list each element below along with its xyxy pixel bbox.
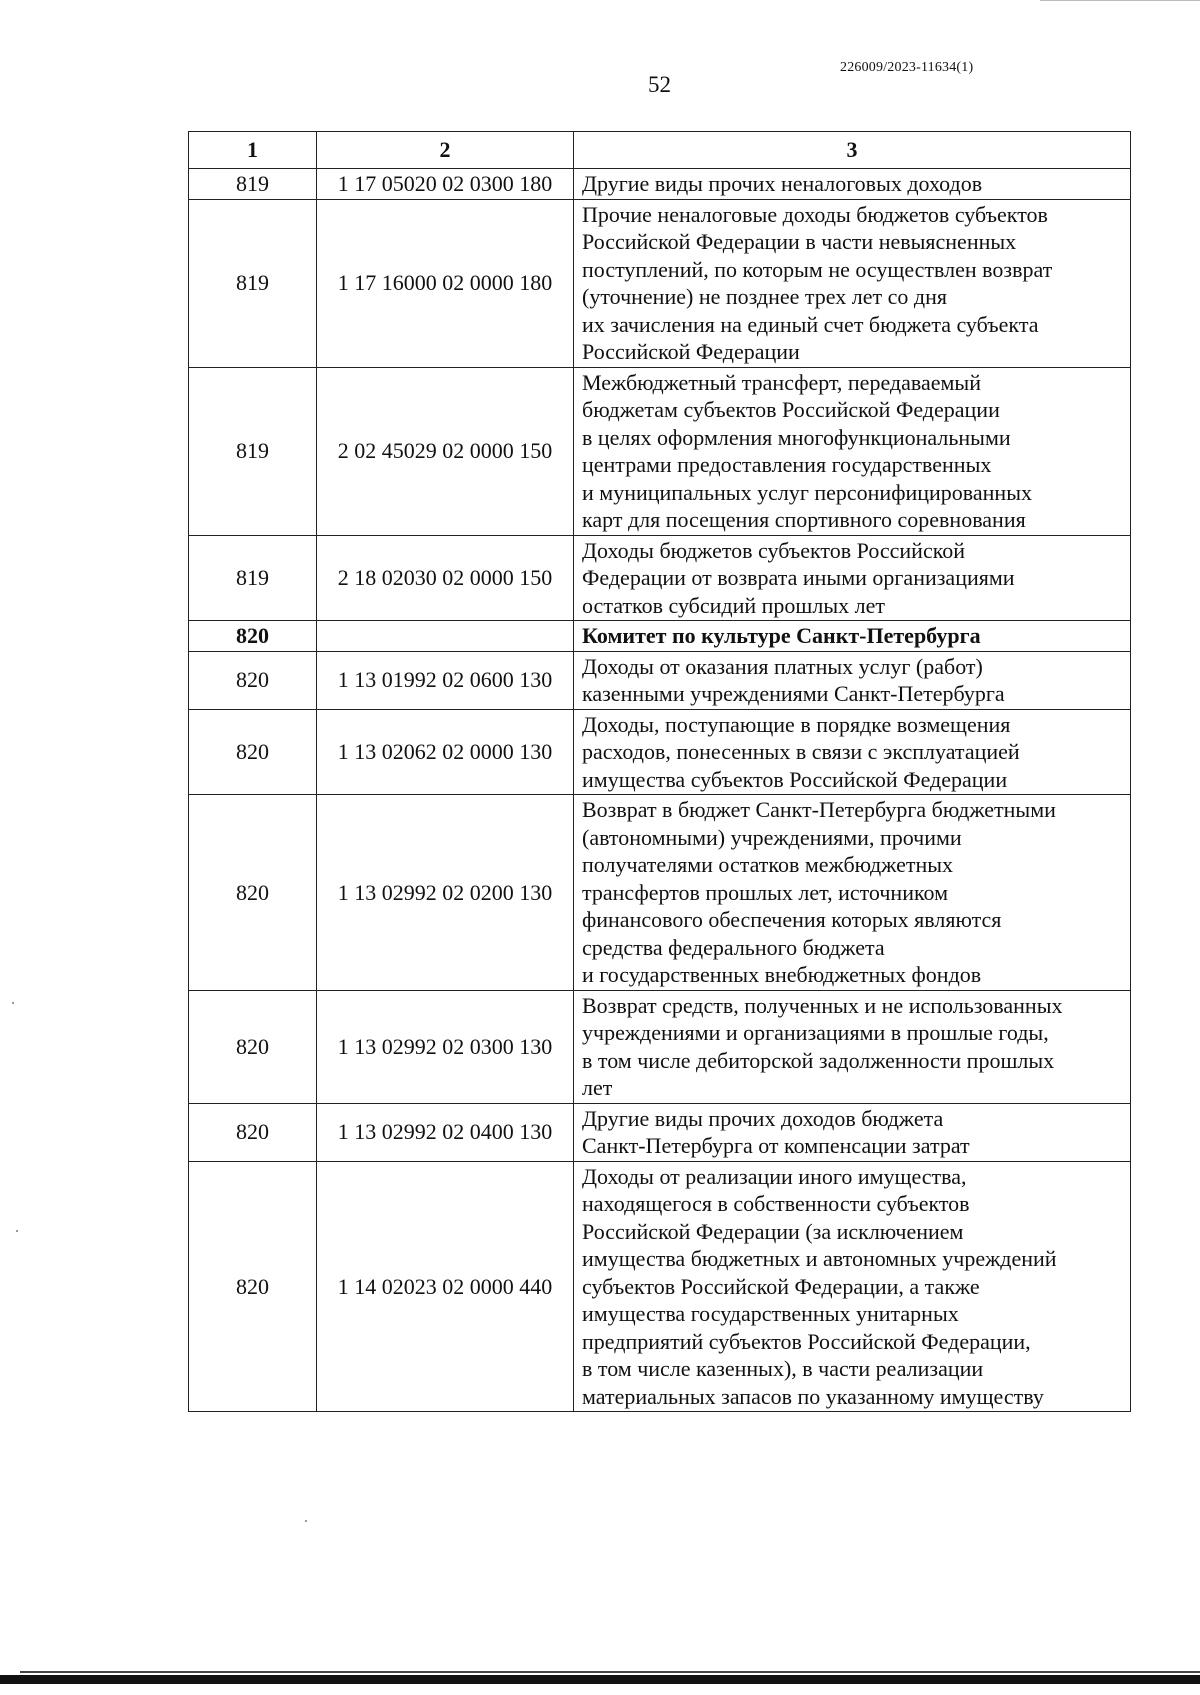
table-row (189, 199, 1131, 367)
description-cell (574, 795, 1131, 991)
description-line: их зачисления на единый счет бюджета субъекта (582, 311, 1039, 337)
description-line: Другие виды прочих доходов бюджета (582, 1105, 944, 1131)
table-row (189, 795, 1131, 991)
description-line: находящегося в собственности субъектов (582, 1191, 970, 1216)
description-line: Прочие неналоговые доходы бюджетов субъектов (582, 201, 1048, 227)
description-line: субъектов Российской Федерации, а также (582, 1273, 980, 1299)
description-cell (574, 651, 1131, 709)
header-col-3: 3 (574, 132, 1131, 169)
admin-code-cell: 820 (189, 1161, 317, 1412)
budget-code-cell: 1 14 02023 02 0000 440 (317, 1161, 574, 1412)
admin-code-cell: 820 (189, 651, 317, 709)
admin-code-cell: 820 (189, 990, 317, 1103)
description-line: Межбюджетный трансферт, передаваемый (582, 369, 981, 395)
description-line: Российской Федерации (за исключением (582, 1218, 964, 1244)
description-line: в том числе казенных), в части реализации (582, 1356, 984, 1381)
budget-code-cell: 1 13 02992 02 0400 130 (317, 1103, 574, 1161)
description-cell (574, 535, 1131, 621)
scan-bottom-bar (0, 1675, 1200, 1684)
description-line: казенными учреждениями Санкт-Петербурга (582, 681, 1005, 706)
admin-code-cell: 819 (189, 199, 317, 367)
description-line: Санкт-Петербурга от компенсации затрат (582, 1133, 970, 1158)
scan-bottom-line (20, 1671, 1200, 1673)
description-line: Возврат средств, полученных и не использованных (582, 992, 1063, 1018)
header-col-2: 2 (317, 132, 574, 169)
table-row (189, 1103, 1131, 1161)
description-line: и муниципальных услуг персонифицированных (582, 479, 1032, 505)
description-line: Российской Федерации в части невыясненных (582, 229, 1017, 254)
admin-code-cell: 819 (189, 367, 317, 535)
description-line: Доходы от реализации иного имущества, (582, 1163, 967, 1189)
description-cell (574, 199, 1131, 367)
table-row (189, 621, 1131, 652)
description-line: Возврат в бюджет Санкт-Петербурга бюджетными (582, 797, 1056, 822)
table-row (189, 709, 1131, 795)
revenue-codes-table (188, 131, 1131, 1412)
header-col-1: 1 (189, 132, 317, 169)
description-cell (574, 709, 1131, 795)
description-line: финансового обеспечения которых являются (582, 907, 1002, 932)
admin-code-cell: 820 (189, 621, 317, 652)
scan-speck (12, 1002, 14, 1004)
page-number: 52 (648, 72, 671, 97)
description-line: материальных запасов по указанному имуществу (582, 1383, 1044, 1409)
table-row (189, 535, 1131, 621)
description-line: Доходы от оказания платных услуг (работ) (582, 653, 983, 679)
description-line: имущества бюджетных и автономных учреждений (582, 1246, 1057, 1271)
table-row (189, 169, 1131, 200)
scan-edge-line (1040, 0, 1200, 1)
description-line: Комитет по культуре Санкт-Петербурга (582, 623, 981, 648)
table-body (189, 169, 1131, 1412)
scan-speck (305, 1520, 307, 1522)
description-cell (574, 990, 1131, 1103)
description-line: средства федерального бюджета (582, 934, 885, 960)
description-line: Доходы бюджетов субъектов Российской (582, 537, 966, 563)
scan-speck (16, 1230, 18, 1232)
document-id: 226009/2023-11634(1) (840, 60, 974, 75)
description-cell (574, 1103, 1131, 1161)
budget-code-cell: 1 17 16000 02 0000 180 (317, 199, 574, 367)
description-cell (574, 169, 1131, 200)
description-line: имущества субъектов Российской Федерации (582, 766, 1008, 792)
admin-code-cell: 820 (189, 709, 317, 795)
description-cell (574, 621, 1131, 652)
budget-code-cell: 2 02 45029 02 0000 150 (317, 367, 574, 535)
budget-code-cell: 1 13 02992 02 0300 130 (317, 990, 574, 1103)
description-line: имущества государственных унитарных (582, 1301, 959, 1326)
description-cell (574, 1161, 1131, 1412)
description-line: в целях оформления многофункциональными (582, 424, 1011, 450)
description-line: (автономными) учреждениями, прочими (582, 824, 962, 850)
description-line: лет (582, 1075, 613, 1100)
table-row (189, 1161, 1131, 1412)
admin-code-cell: 819 (189, 169, 317, 200)
table-row (189, 651, 1131, 709)
description-line: учреждениями и организациями в прошлые годы, (582, 1020, 1049, 1045)
description-line: поступлений, по которым не осуществлен возврат (582, 256, 1053, 282)
description-line: карт для посещения спортивного соревнования (582, 507, 1026, 532)
admin-code-cell: 820 (189, 795, 317, 991)
admin-code-cell: 820 (189, 1103, 317, 1161)
budget-code-cell: 1 13 01992 02 0600 130 (317, 651, 574, 709)
description-cell (574, 367, 1131, 535)
description-line: остатков субсидий прошлых лет (582, 592, 885, 618)
description-line: Доходы, поступающие в порядке возмещения (582, 711, 1011, 737)
budget-code-cell: 1 13 02062 02 0000 130 (317, 709, 574, 795)
budget-code-cell (317, 621, 574, 652)
description-line: расходов, понесенных в связи с эксплуатацией (582, 739, 1020, 764)
header-row (189, 132, 1131, 169)
description-line: бюджетам субъектов Российской Федерации (582, 397, 1000, 422)
description-line: в том числе дебиторской задолженности прошлых (582, 1047, 1055, 1073)
description-line: центрами предоставления государственных (582, 452, 992, 477)
description-line: трансфертов прошлых лет, источником (582, 879, 949, 905)
budget-code-cell: 1 13 02992 02 0200 130 (317, 795, 574, 991)
description-line: и государственных внебюджетных фондов (582, 962, 982, 987)
admin-code-cell: 819 (189, 535, 317, 621)
budget-code-cell: 1 17 05020 02 0300 180 (317, 169, 574, 200)
table-row (189, 367, 1131, 535)
description-line: Российской Федерации (582, 339, 800, 364)
budget-code-cell: 2 18 02030 02 0000 150 (317, 535, 574, 621)
description-line: (уточнение) не позднее трех лет со дня (582, 284, 947, 309)
description-line: предприятий субъектов Российской Федерации, (582, 1328, 1031, 1354)
description-line: Федерации от возврата иными организациями (582, 565, 1015, 590)
description-line: Другие виды прочих неналоговых доходов (582, 171, 983, 196)
description-line: получателями остатков межбюджетных (582, 852, 954, 877)
table-row (189, 990, 1131, 1103)
table-header (189, 132, 1131, 169)
